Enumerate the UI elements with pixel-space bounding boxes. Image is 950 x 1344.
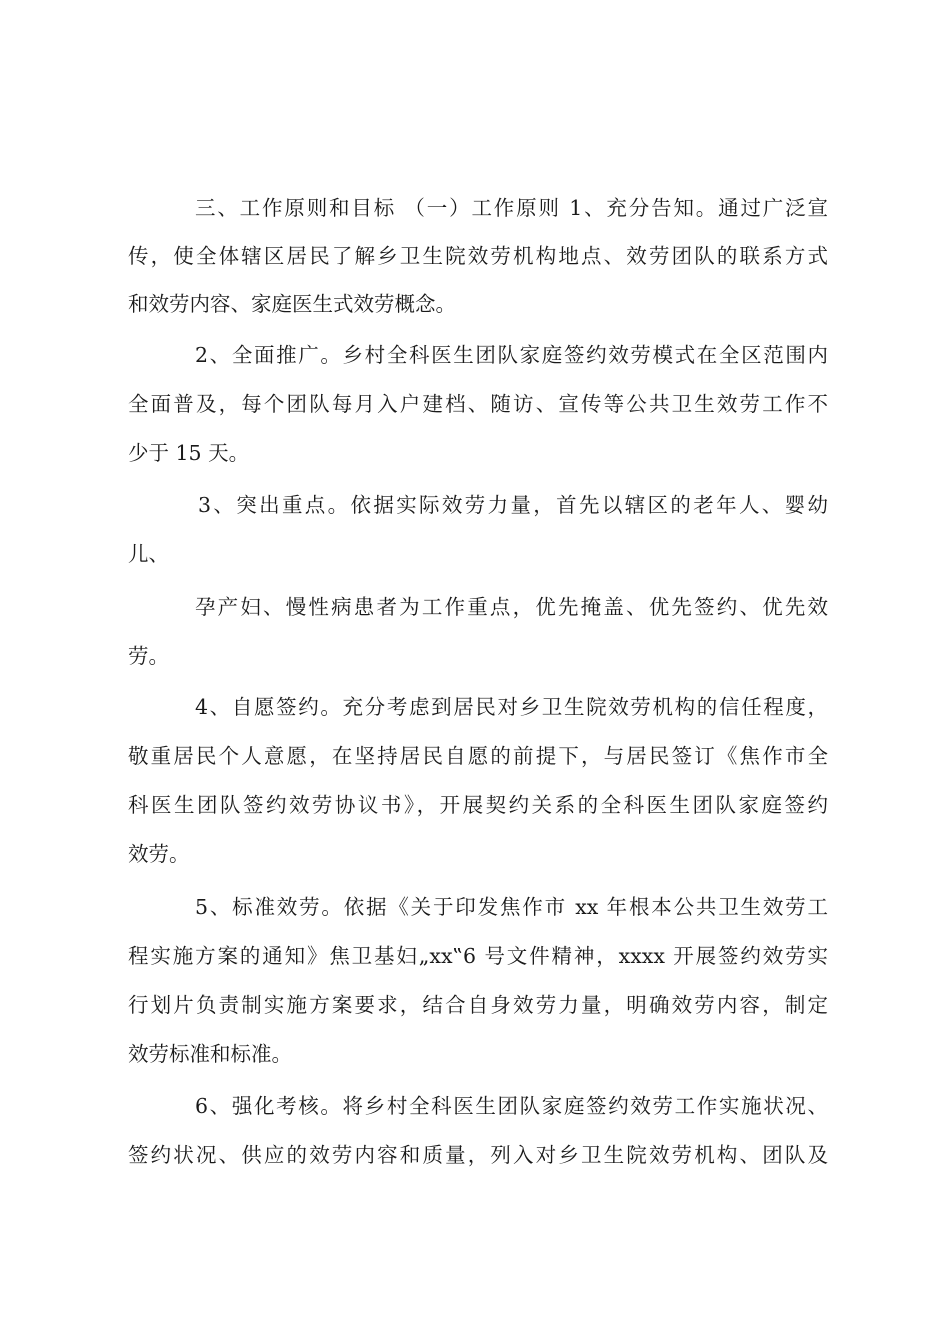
text-line: 三、工作原则和目标 （一）工作原则 1、充分告知。通过广泛宣	[195, 196, 828, 220]
text-line: 全面普及，每个团队每月入户建档、随访、宣传等公共卫生效劳工作不	[128, 392, 828, 416]
text-line: 5、标准效劳。依据《关于印发焦作市 xx 年根本公共卫生效劳工	[195, 895, 828, 919]
text-line: 孕产妇、慢性病患者为工作重点，优先掩盖、优先签约、优先效	[195, 595, 828, 619]
text-line: 传，使全体辖区居民了解乡卫生院效劳机构地点、效劳团队的联系方式	[128, 244, 828, 268]
text-line: 效劳。	[128, 842, 190, 866]
text-line: 签约状况、供应的效劳内容和质量，列入对乡卫生院效劳机构、团队及	[128, 1143, 828, 1167]
text-line: 和效劳内容、家庭医生式效劳概念。	[128, 292, 456, 316]
text-line: 2、全面推广。乡村全科医生团队家庭签约效劳模式在全区范围内	[195, 343, 828, 367]
text-line: 程实施方案的通知》焦卫基妇„xx‟6 号文件精神，xxxx 开展签约效劳实	[128, 944, 828, 968]
text-line: 少于 15 天。	[128, 441, 250, 465]
text-line: 儿、	[128, 542, 169, 566]
text-line: 劳。	[128, 644, 169, 668]
text-line: 4、自愿签约。充分考虑到居民对乡卫生院效劳机构的信任程度，	[195, 695, 828, 719]
text-line: 行划片负责制实施方案要求，结合自身效劳力量，明确效劳内容，制定	[128, 993, 828, 1017]
text-line: 3、突出重点。依据实际效劳力量，首先以辖区的老年人、婴幼	[198, 493, 828, 517]
text-line: 敬重居民个人意愿，在坚持居民自愿的前提下，与居民签订《焦作市全	[128, 744, 828, 768]
text-line: 6、强化考核。将乡村全科医生团队家庭签约效劳工作实施状况、	[195, 1094, 828, 1118]
text-line: 科医生团队签约效劳协议书》，开展契约关系的全科医生团队家庭签约	[128, 793, 828, 817]
text-line: 效劳标准和标准。	[128, 1042, 292, 1066]
